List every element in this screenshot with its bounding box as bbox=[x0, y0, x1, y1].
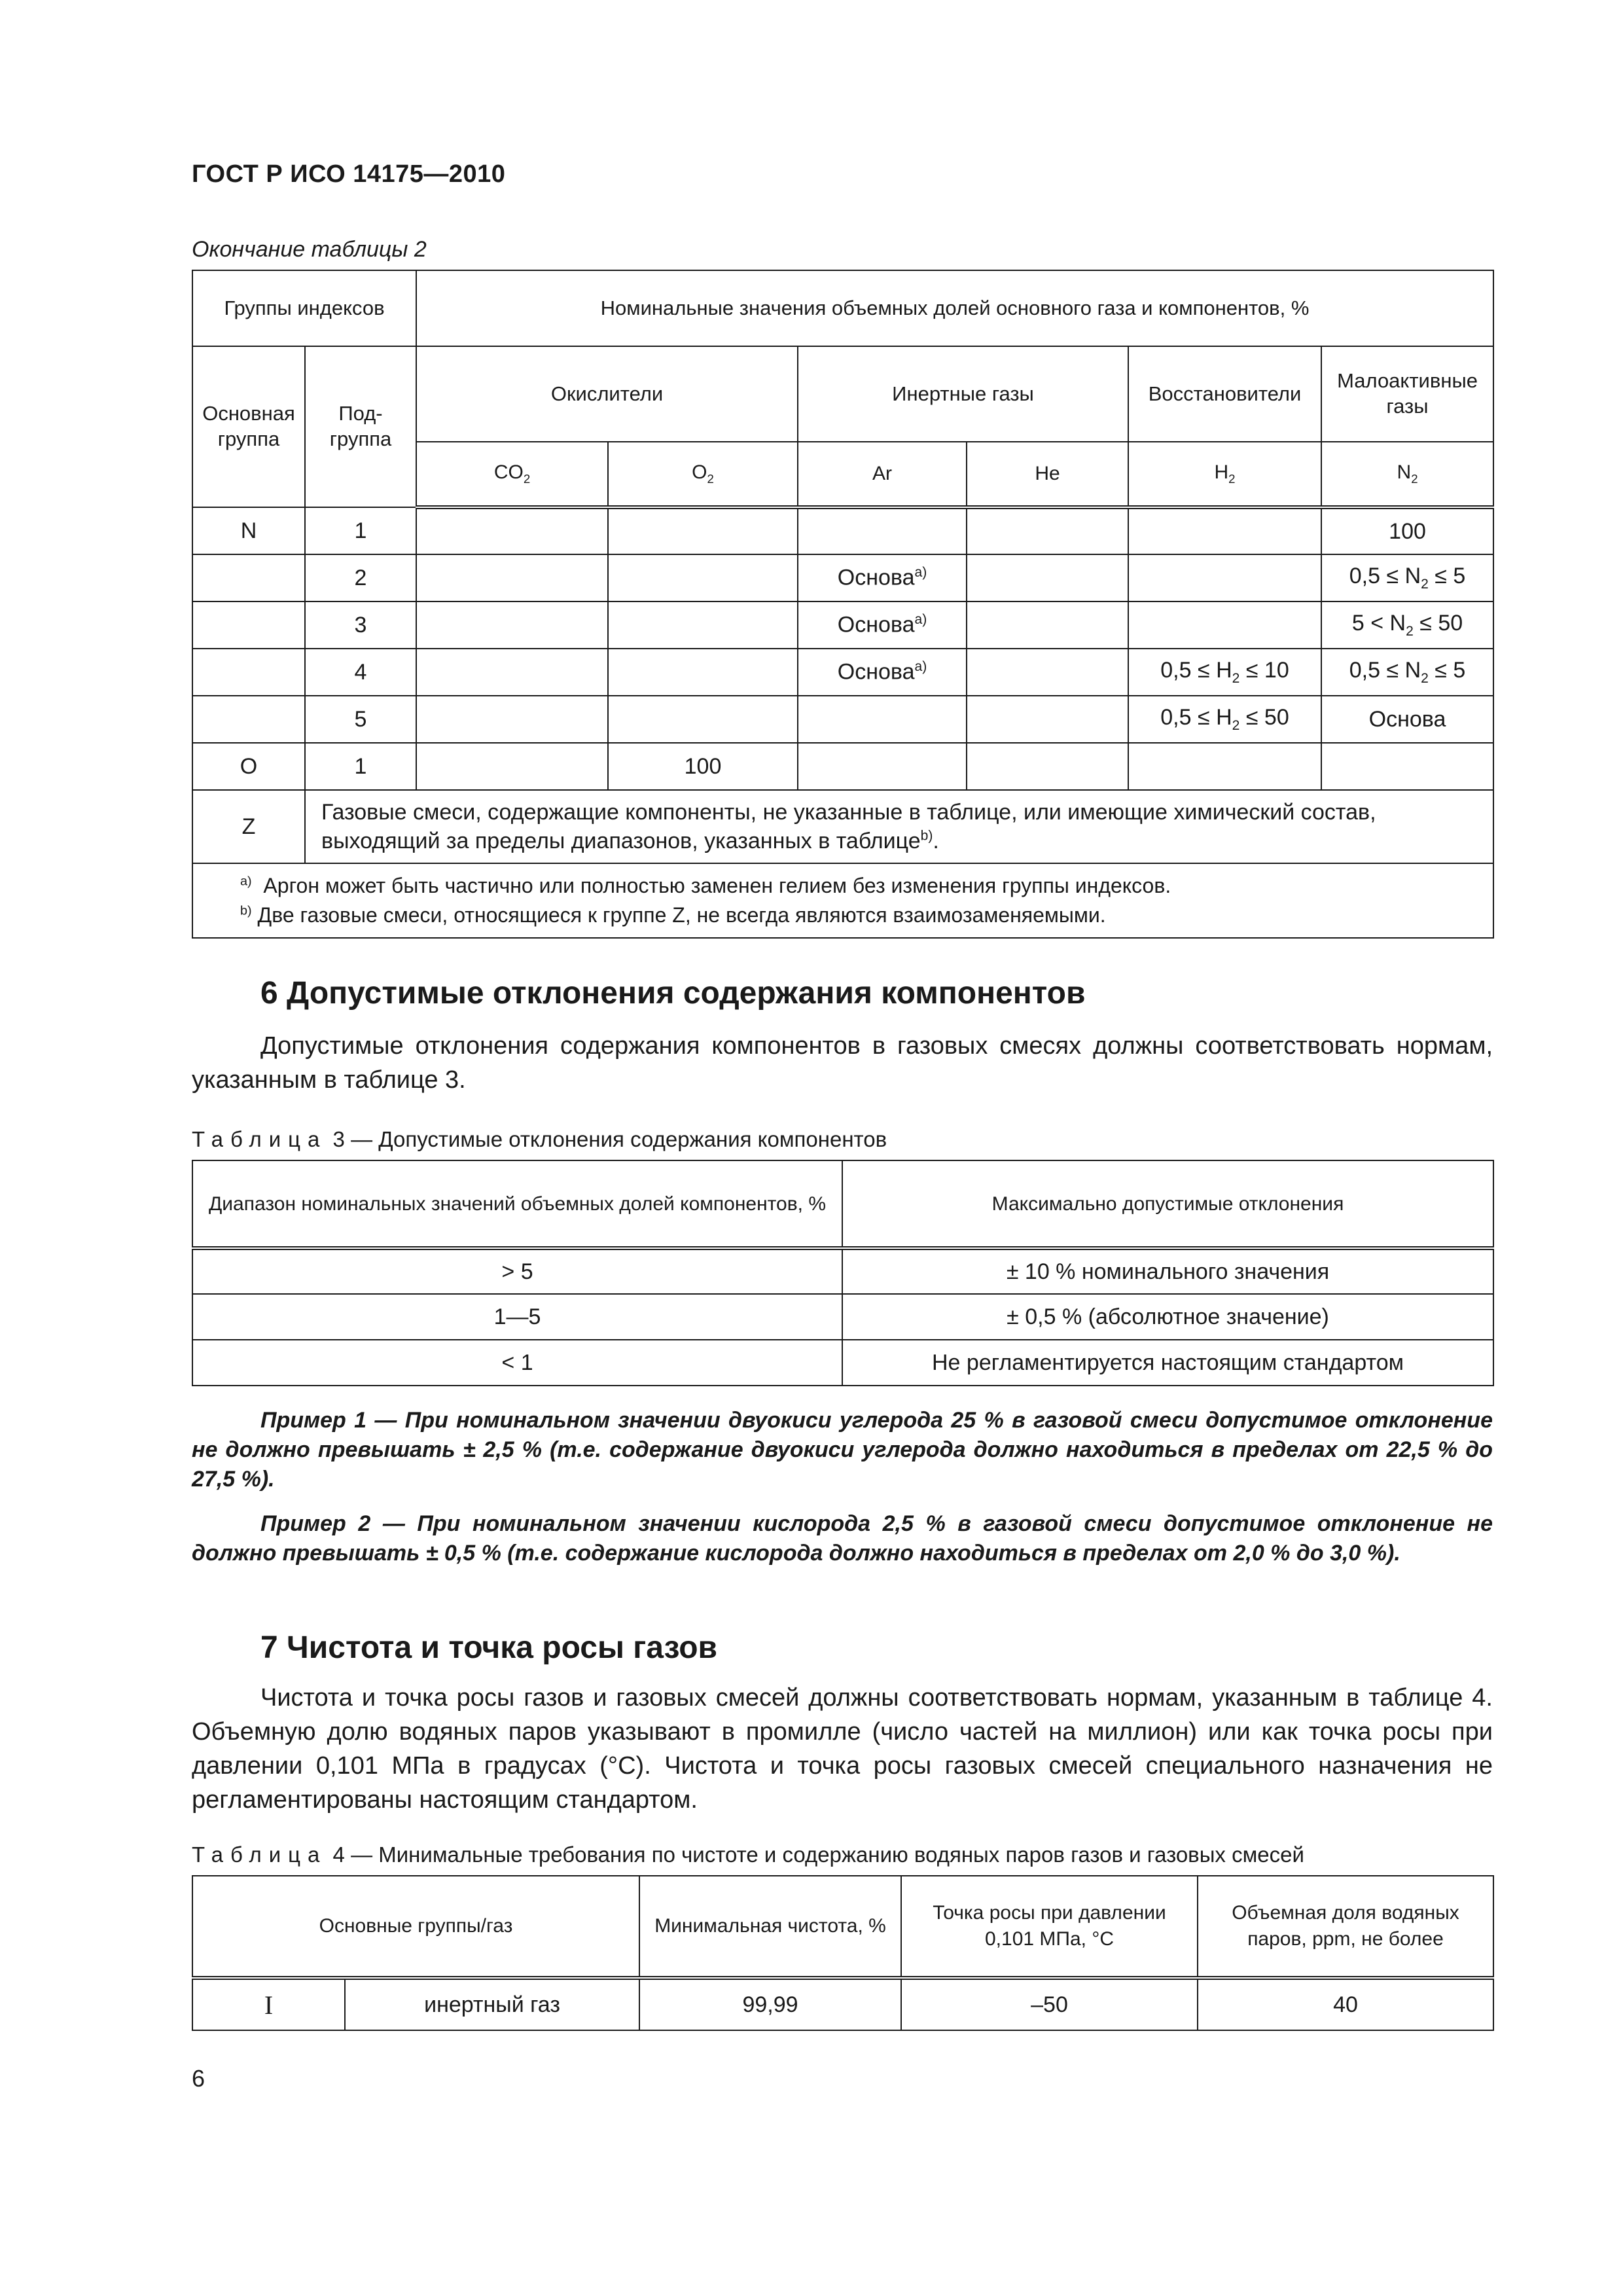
table-2 bbox=[192, 270, 1494, 939]
cell-o2: 100 bbox=[608, 743, 798, 790]
cell-water-vapor: 40 bbox=[1198, 1978, 1493, 2030]
header-min-purity: Минимальная чистота, % bbox=[639, 1876, 901, 1978]
cell-dew-point: –50 bbox=[901, 1978, 1198, 2030]
table4-caption: Таблица 4 — Минимальные требования по чистоте и содержанию водяных паров газов и газовых смесей bbox=[192, 1842, 1304, 1867]
header-main-group: Основная группа bbox=[192, 346, 305, 507]
table-row bbox=[192, 743, 1493, 790]
example-2: Пример 2 — При номинальном значении кислорода 2,5 % в газовой смеси допустимое отклонение не должно превышать ± 0,5 % (т.е. содержание кислорода должно находиться в пределах от 2,0 % до 3,0 %). bbox=[192, 1511, 1493, 1566]
cell-purity: 99,99 bbox=[639, 1978, 901, 2030]
table-4 bbox=[192, 1875, 1494, 2031]
cell-deviation: Не регламентируется настоящим стандартом bbox=[842, 1340, 1493, 1386]
column-o2: $O_2$ bbox=[608, 442, 798, 507]
table-row bbox=[192, 1978, 1493, 2030]
table-3 bbox=[192, 1160, 1494, 1386]
cell-group: Z bbox=[192, 790, 305, 863]
column-co2: $CO_2$ bbox=[416, 442, 608, 507]
column-he: He bbox=[967, 442, 1128, 507]
footnote-a: $^{a)}$ Аргон может быть частично или полностью заменен гелием без изменения группы индексов. bbox=[240, 874, 1171, 898]
table-row bbox=[192, 554, 1493, 601]
cell-ar: Основа$^{a)}$ bbox=[798, 601, 967, 649]
cell-ar: Основа$^{a)}$ bbox=[798, 554, 967, 601]
cell-subgroup: 5 bbox=[305, 696, 416, 743]
cell-group: N bbox=[192, 507, 305, 554]
cell-deviation: ± 0,5 % (абсолютное значение) bbox=[842, 1294, 1493, 1340]
table-row bbox=[192, 790, 1493, 863]
cell-group: O bbox=[192, 743, 305, 790]
table-row bbox=[192, 1248, 1493, 1294]
header-inert-gases: Инертные газы bbox=[798, 346, 1128, 442]
table-row bbox=[192, 1340, 1493, 1386]
cell-gas: инертный газ bbox=[345, 1978, 639, 2030]
footnote-b: $^{b)}$ Две газовые смеси, относящиеся к группе Z, не всегда являются взаимозаменяемыми. bbox=[240, 903, 1106, 927]
cell-ar: Основа$^{a)}$ bbox=[798, 649, 967, 696]
header-oxidizers: Окислители bbox=[416, 346, 798, 442]
section-7-heading: 7 Чистота и точка росы газов bbox=[260, 1630, 718, 1665]
cell-subgroup: 3 bbox=[305, 601, 416, 649]
section-7-paragraph: Чистота и точка росы газов и газовых смесей должны соответствовать нормам, указанным в таблице 4. Объемную долю водяных паров указывают в промилле (число частей на миллион) или как точка росы при давлении 0,101 МПа в градусах (°C). Чистота и точка росы газовых смесей специального назначения не регламентированы настоящим стандартом. bbox=[192, 1684, 1493, 1814]
table-row bbox=[192, 507, 1493, 554]
header-max-deviation: Максимально допустимые отклонения bbox=[842, 1160, 1493, 1248]
section-6-paragraph: Допустимые отклонения содержания компонентов в газовых смесях должны соответствовать нормам, указанным в таблице 3. bbox=[192, 1032, 1493, 1094]
document-header: ГОСТ Р ИСО 14175—2010 bbox=[192, 160, 506, 188]
header-range: Диапазон номинальных значений объемных долей компонентов, % bbox=[192, 1160, 842, 1248]
header-index-groups: Группы индексов bbox=[192, 270, 416, 346]
column-h2: $H_2$ bbox=[1128, 442, 1321, 507]
header-dew-point: Точка росы при давлении 0,101 МПа, °C bbox=[901, 1876, 1198, 1978]
header-main-groups: Основные группы/газ bbox=[192, 1876, 639, 1978]
cell-n2: $5 < N_2 \le 50$ bbox=[1321, 601, 1493, 649]
cell-h2: $0,5 \le H_2 \le 10$ bbox=[1128, 649, 1321, 696]
cell-group: I bbox=[192, 1978, 345, 2030]
column-n2: $N_2$ bbox=[1321, 442, 1493, 507]
section-6-heading: 6 Допустимые отклонения содержания компонентов bbox=[260, 976, 1086, 1011]
cell-subgroup: 1 bbox=[305, 507, 416, 554]
cell-range: 1—5 bbox=[192, 1294, 842, 1340]
table-row bbox=[192, 601, 1493, 649]
cell-n2: 100 bbox=[1321, 507, 1493, 554]
header-sub-group: Под-группа bbox=[305, 346, 416, 507]
page-number: 6 bbox=[192, 2065, 205, 2092]
header-reducers: Восстановители bbox=[1128, 346, 1321, 442]
table-row bbox=[192, 696, 1493, 743]
header-nominal-values: Номинальные значения объемных долей основного газа и компонентов, % bbox=[416, 270, 1493, 346]
cell-h2: $0,5 \le H_2 \le 50$ bbox=[1128, 696, 1321, 743]
table2-footnotes bbox=[192, 863, 1493, 938]
cell-subgroup: 2 bbox=[305, 554, 416, 601]
cell-subgroup: 4 bbox=[305, 649, 416, 696]
example-1: Пример 1 — При номинальном значении двуокиси углерода 25 % в газовой смеси допустимое отклонение не должно превышать ± 2,5 % (т.е. содержание двуокиси углерода должно находиться в пределах от 22,5 % до 27,5 %). bbox=[192, 1408, 1493, 1492]
header-low-active-gases: Малоактивные газы bbox=[1321, 346, 1493, 442]
cell-n2: Основа bbox=[1321, 696, 1493, 743]
cell-z-description: Газовые смеси, содержащие компоненты, не указанные в таблице, или имеющие химический состав, выходящий за пределы диапазонов, указанных в таблице$^{b)}$. bbox=[305, 790, 1493, 863]
column-ar: Ar bbox=[798, 442, 967, 507]
cell-deviation: ± 10 % номинального значения bbox=[842, 1248, 1493, 1294]
cell-n2: $0,5 \le N_2 \le 5$ bbox=[1321, 649, 1493, 696]
table-row bbox=[192, 649, 1493, 696]
cell-range: > 5 bbox=[192, 1248, 842, 1294]
cell-n2: $0,5 \le N_2 \le 5$ bbox=[1321, 554, 1493, 601]
cell-subgroup: 1 bbox=[305, 743, 416, 790]
table2-caption: Окончание таблицы 2 bbox=[192, 237, 427, 262]
table-row bbox=[192, 1294, 1493, 1340]
header-water-vapor: Объемная доля водяных паров, ppm, не более bbox=[1198, 1876, 1493, 1978]
table3-caption: Таблица 3 — Допустимые отклонения содержания компонентов bbox=[192, 1127, 887, 1151]
cell-range: < 1 bbox=[192, 1340, 842, 1386]
